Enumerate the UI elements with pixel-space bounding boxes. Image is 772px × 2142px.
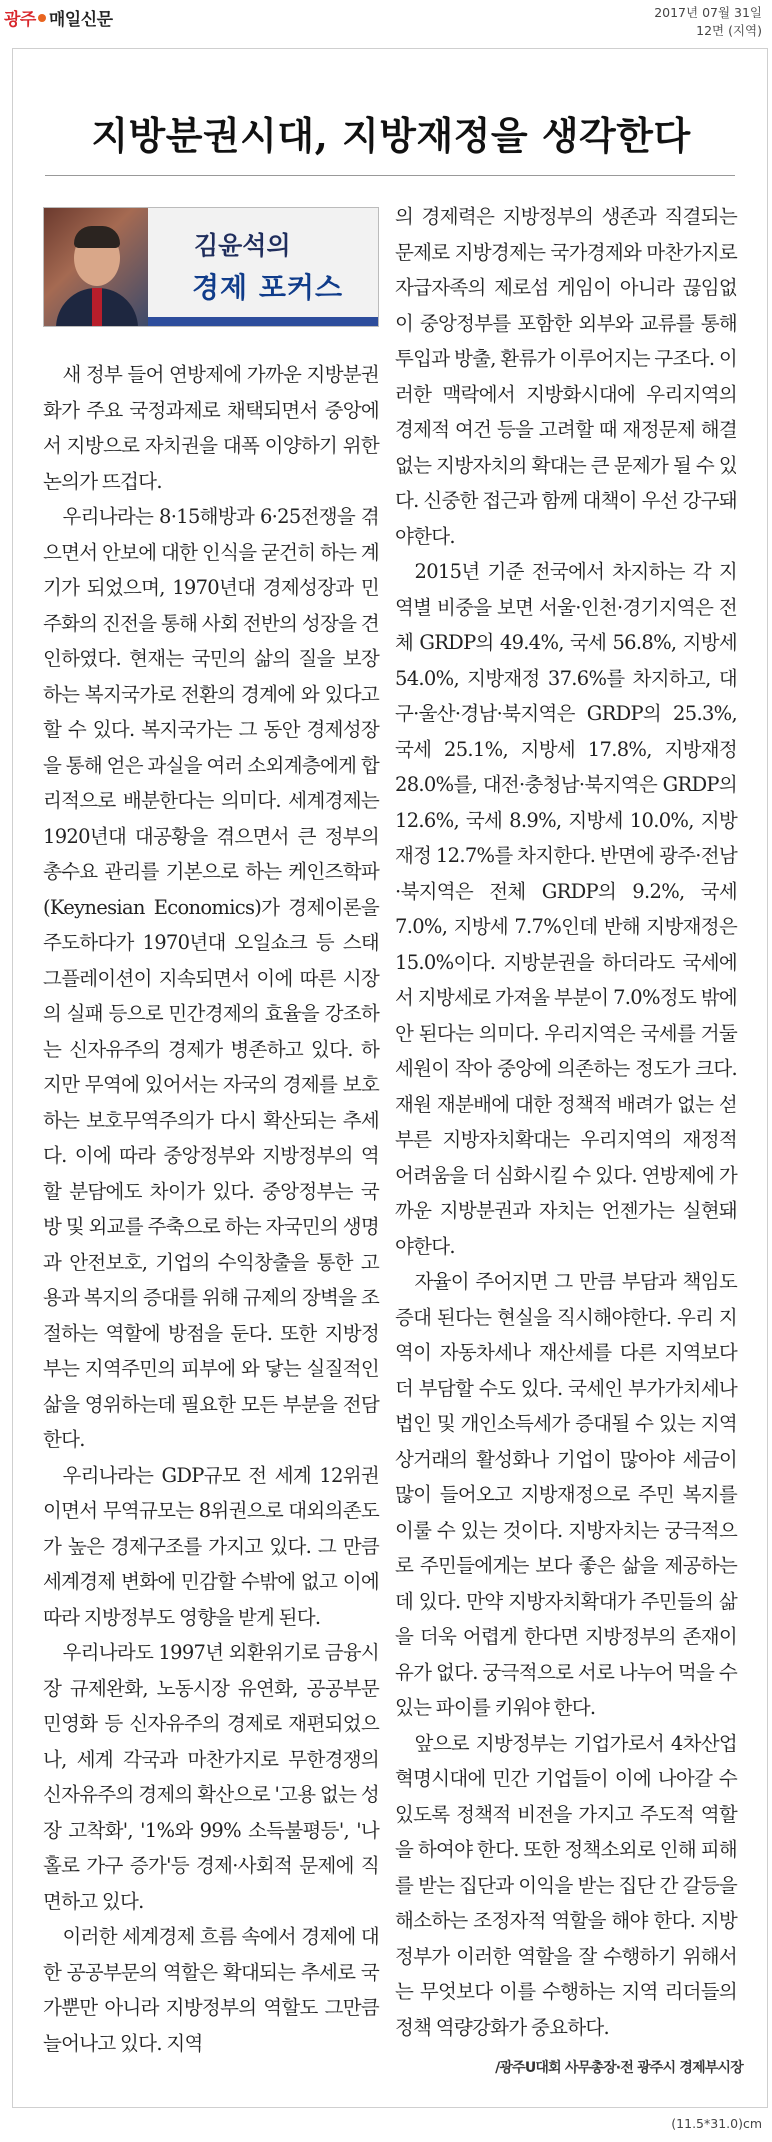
column-banner	[43, 207, 379, 327]
body-paragraph: 우리나라는 8·15해방과 6·25전쟁을 겪으면서 안보에 대한 인식을 굳건히 하는 계기가 되었으며, 1970년대 경제성장과 민주화의 진전을 통해 사회 전반의 성장을 견인하였다. 현재는 국민의 삶의 질을 보장하는 복지국가로 전환의 경계에 와 있다고 할 수 있다. 복지국가는 그 동안 경제성장을 통해 얻은 과실을 여러 소외계층에게 합리적으로 배분한다는 의미다. 세계경제는 1920년대 대공황을 겪으면서 큰 정부의 총수요 관리를 기본으로 하는 케인즈학파(Keynesian Economics)가 경제이론을 주도하다가 1970년대 오일쇼크 등 스태그플레이션이 지속되면서 이에 따른 시장의 실패 등으로 민간경제의 효율을 강조하는 신자유주의 경제가 병존하고 있다. 하지만 무역에 있어서는 자국의 경제를 보호하는 보호무역주의가 다시 확산되는 추세다. 이에 따라 중앙정부와 지방정부의 역할 분담에도 차이가 있다. 중앙정부는 국방 및 외교를 주축으로 하는 자국민의 생명과 안전보호, 기업의 수익창출을 통한 고용과 복지의 증대를 위해 규제의 장벽을 조절하는 역할에 방점을 둔다. 또한 지방정부는 지역주민의 피부에 와 닿는 실질적인 삶을 영위하는데 필요한 모든 부분을 전담한다.	[43, 505, 379, 1451]
headline-divider	[45, 175, 735, 176]
article-column-right	[395, 199, 737, 2045]
body-paragraph: 이러한 세계경제 흐름 속에서 경제에 대한 공공부문의 역할은 확대되는 추세로 국가뿐만 아니라 지방정부의 역할도 그만큼 늘어나고 있다. 지역	[43, 1925, 379, 2055]
newspaper-logo	[4, 5, 113, 30]
author-photo	[44, 208, 148, 327]
author-hair	[74, 226, 120, 248]
logo-suffix: 매일신문	[48, 10, 113, 30]
article-column-left	[43, 207, 379, 2061]
body-paragraph: 우리나라는 GDP규모 전 세계 12위권이면서 무역규모는 8위권으로 대외의존도가 높은 경제구조를 가지고 있다. 그 만큼 세계경제 변화에 민감할 수밖에 없고 이에 따라 지방정부도 영향을 받게 된다.	[43, 1463, 379, 1629]
headline: 지방분권시대, 지방재정을 생각한다	[91, 113, 691, 158]
logo-prefix: 광주	[4, 10, 36, 30]
article-size: (11.5*31.0)cm	[671, 2116, 762, 2131]
banner-accent-bar	[148, 317, 379, 326]
article-frame	[12, 48, 768, 2108]
author-tie	[92, 288, 102, 327]
masthead	[0, 0, 772, 44]
column-title: 경제 포커스	[192, 271, 343, 304]
body-paragraph: 자율이 주어지면 그 만큼 부담과 책임도 증대 된다는 현실을 직시해야한다. 우리 지역이 자동차세나 재산세를 다른 지역보다 더 부담할 수도 있다. 국세인 부가가치세나 법인 및 개인소득세가 증대될 수 있는 지역 상거래의 활성화나 기업이 많아야 세금이 많이 들어오고 지방재정으로 주민 복지를 이룰 수 있는 것이다. 지방자치는 궁극적으로 주민들에게는 보다 좋은 삶을 제공하는데 있다. 만약 지방자치확대가 주민들의 삶을 더욱 어렵게 한다면 지방정부의 존재이유가 없다. 궁극적으로 서로 나누어 먹을 수 있는 파이를 키워야 한다.	[395, 1270, 737, 1719]
logo-dot-icon	[38, 14, 46, 22]
body-paragraph: 새 정부 들어 연방제에 가까운 지방분권화가 주요 국정과제로 채택되면서 중앙에서 지방으로 자치권을 대폭 이양하기 위한 논의가 뜨겁다.	[43, 363, 379, 493]
body-paragraph: 앞으로 지방정부는 기업가로서 4차산업혁명시대에 민간 기업들이 이에 나아갈 수 있도록 정책적 비전을 가지고 주도적 역할을 하여야 한다. 또한 정책소외로 인해 피해를 받는 집단과 이익을 받는 집단 간 갈등을 해소하는 조정자적 역할을 해야 한다. 지방정부가 이러한 역할을 잘 수행하기 위해서는 무엇보다 이를 수행하는 지역 리더들의 정책 역량강화가 중요하다.	[395, 1731, 737, 2039]
publication-date: 2017년 07월 31일	[654, 5, 762, 20]
body-paragraph: 의 경제력은 지방정부의 생존과 직결되는 문제로 지방경제는 국가경제와 마찬가지로 자급자족의 제로섬 게임이 아니라 끊임없이 중앙정부를 포함한 외부와 교류를 통해 투입과 방출, 환류가 이루어지는 구조다. 이러한 맥락에서 지방화시대에 우리지역의 경제적 여건 등을 고려할 때 재정문제 해결 없는 지방자치의 확대는 큰 문제가 될 수 있다. 신중한 접근과 함께 대책이 우선 강구돼야한다.	[395, 205, 737, 548]
page-section: 12면 (지역)	[696, 23, 762, 38]
columnist-name: 김윤석의	[194, 231, 291, 260]
body-paragraph: 2015년 기준 전국에서 차지하는 각 지역별 비중을 보면 서울·인천·경기지역은 전체 GRDP의 49.4%, 국세 56.8%, 지방세 54.0%, 지방재정 37.6%를 차지하고, 대구·울산·경남·북지역은 GRDP의 25.3%, 국세 25.1%, 지방세 17.8%, 지방재정 28.0%를, 대전·충청남·북지역은 GRDP의 12.6%, 국세 8.9%, 지방세 10.0%, 지방재정 12.7%를 차지한다. 반면에 광주·전남·북지역은 전체 GRDP의 9.2%, 국세 7.0%, 지방세 7.7%인데 반해 지방재정은 15.0%이다. 지방분권을 하더라도 국세에서 지방세로 가져올 부분이 7.0%정도 밖에 안 된다는 의미다. 우리지역은 국세를 거둘 세원이 작아 중앙에 의존하는 정도가 크다. 재원 재분배에 대한 정책적 배려가 없는 섣부른 지방자치확대는 우리지역의 재정적 어려움을 더 심화시킬 수 있다. 연방제에 가까운 지방분권과 자치는 언젠가는 실현돼야한다.	[395, 560, 737, 1258]
author-byline: /광주U대회 사무총장·전 광주시 경제부시장	[495, 2060, 743, 2076]
body-paragraph: 우리나라도 1997년 외환위기로 금융시장 규제완화, 노동시장 유연화, 공공부문 민영화 등 신자유주의 경제로 재편되었으나, 세계 각국과 마찬가지로 무한경쟁의 신자유주의 경제의 확산으로 '고용 없는 성장 고착화', '1%와 99% 소득불평등', '나홀로 가구 증가'등 경제·사회적 문제에 직면하고 있다.	[43, 1641, 379, 1913]
